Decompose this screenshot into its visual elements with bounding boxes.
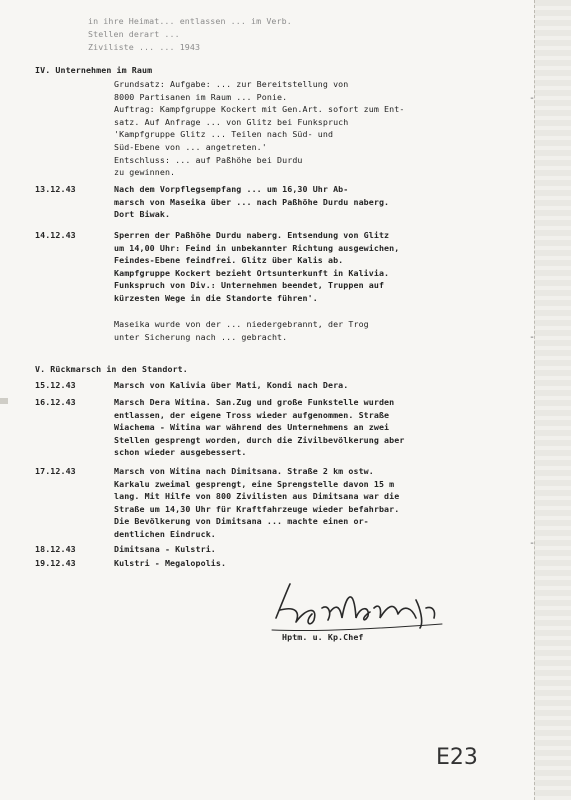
entry-text <box>114 396 404 459</box>
text-line: Funkspruch von Div.: Unternehmen beendet, Truppen auf <box>114 280 385 291</box>
torn-page-edge <box>534 0 571 800</box>
text-line: Feindes-Ebene feindfrei. Glitz über Kalis ab. <box>114 255 344 266</box>
text-line: Marsch von Witina nach Dimitsana. Straße 2 km ostw. <box>114 466 374 476</box>
entry-text <box>114 465 399 541</box>
text-line: dentlichen Eindruck. <box>114 528 216 539</box>
text-line: Dort Biwak. <box>114 209 171 220</box>
entry-date: 18.12.43 <box>35 544 76 554</box>
entry-text <box>114 543 216 556</box>
text-line: 'Kampfgruppe Glitz ... Teilen nach Süd- und <box>114 129 334 140</box>
text-line: 8000 Partisanen im Raum ... Ponie. <box>114 91 288 102</box>
text-line: Karkalu zweimal gesprengt, eine Sprengstelle davon 15 m <box>114 478 395 489</box>
text-line: lang. Mit Hilfe von 800 Zivilisten aus Dimitsana war die <box>114 491 400 502</box>
text-line: Wiachema - Witina war während des Unternehmens an zwei <box>114 422 390 433</box>
signatory-title: Hptm. u. Kp.Chef <box>282 632 364 642</box>
text-line: um 14,00 Uhr: Feind in unbekannter Richtung ausgewichen, <box>114 242 400 253</box>
entry-text <box>114 183 389 221</box>
entry-date: 15.12.43 <box>35 380 76 390</box>
section-heading-v: V. Rückmarsch in den Standort. <box>35 364 188 374</box>
text-line: Kampfgruppe Kockert bezieht Ortsunterkunft in Kalivia. <box>114 267 390 278</box>
text-line: Sperren der Paßhöhe Durdu naberg. Entsendung von Glitz <box>114 230 390 240</box>
text-line: Die Bevölkerung von Dimitsana ... machte einen or- <box>114 516 369 527</box>
text-line: Maseika wurde von der ... niedergebrannt, der Trog <box>114 319 369 329</box>
margin-dash-mark: - <box>528 332 535 343</box>
entry-text <box>114 229 399 305</box>
text-line: unter Sicherung nach ... gebracht. <box>114 331 288 342</box>
text-line: Dimitsana - Kulstri. <box>114 544 216 554</box>
header-line: in ihre Heimat... entlassen ... im Verb. <box>88 16 292 26</box>
text-line: Süd-Ebene von ... angetreten.' <box>114 141 267 152</box>
punch-mark <box>0 398 8 404</box>
section-iv-body <box>114 78 404 179</box>
text-line: zu gewinnen. <box>114 167 176 178</box>
header-line: Ziviliste ... ... 1943 <box>88 42 201 52</box>
handwritten-signature <box>266 578 456 638</box>
text-line: satz. Auf Anfrage ... von Glitz bei Funkspruch <box>114 116 349 127</box>
entry-date: 13.12.43 <box>35 184 76 194</box>
text-line: Straße um 14,30 Uhr für Kraftfahrzeuge wieder befahrbar. <box>114 503 400 514</box>
margin-dash-mark: - <box>528 538 535 549</box>
text-line: Auftrag: Kampfgruppe Kockert mit Gen.Art. sofort zum Ent- <box>114 104 405 115</box>
header-line: Stellen derart ... <box>88 29 185 39</box>
section-heading-iv: IV. Unternehmen im Raum <box>35 65 153 75</box>
text-line: Nach dem Vorpflegsempfang ... um 16,30 Uhr Ab- <box>114 184 349 194</box>
text-line: Stellen gesprengt worden, durch die Zivilbevölkerung aber <box>114 434 405 445</box>
entry-date: 17.12.43 <box>35 466 76 476</box>
entry-text <box>114 379 348 392</box>
text-line: Marsch Dera Witina. San.Zug und große Funkstelle wurden <box>114 397 395 407</box>
text-line: Marsch von Kalivia über Mati, Kondi nach Dera. <box>114 380 349 390</box>
text-line: Entschluss: ... auf Paßhöhe bei Durdu <box>114 154 303 165</box>
text-line: schon wieder ausgebessert. <box>114 447 247 458</box>
entry-text <box>114 557 226 570</box>
text-line: kürzesten Wege in die Standorte führen'. <box>114 292 318 303</box>
text-line: entlassen, der eigene Tross wieder aufgenommen. Straße <box>114 409 390 420</box>
margin-dash-mark: - <box>528 93 535 104</box>
entry-date: 19.12.43 <box>35 558 76 568</box>
entry-date: 16.12.43 <box>35 397 76 407</box>
text-line: marsch von Maseika über ... nach Paßhöhe Durdu naberg. <box>114 196 390 207</box>
text-line: Kulstri - Megalopolis. <box>114 558 227 568</box>
entry-date: 14.12.43 <box>35 230 76 240</box>
page-stamp-mark: E23 <box>436 745 478 770</box>
text-line: Grundsatz: Aufgabe: ... zur Bereitstellung von <box>114 79 349 89</box>
note-paragraph <box>114 318 369 343</box>
